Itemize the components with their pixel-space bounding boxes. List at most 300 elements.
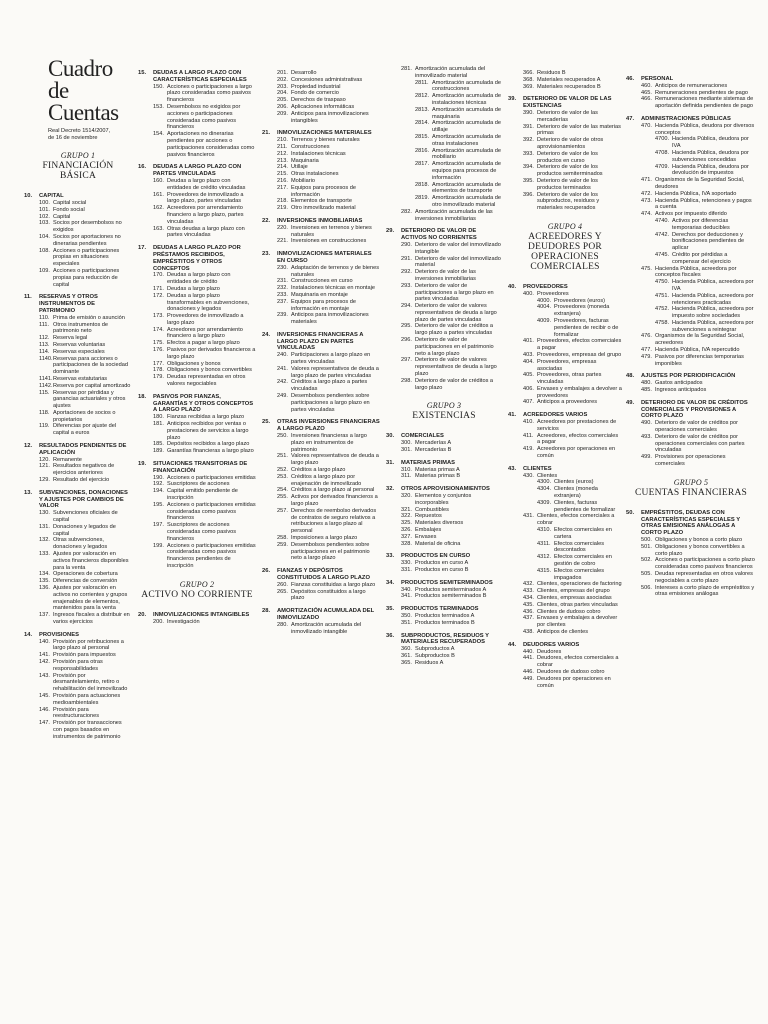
account-row (262, 111, 380, 125)
subaccount-row (626, 279, 756, 293)
account-row (24, 234, 132, 248)
account-label: Concesiones administrativas (291, 76, 363, 83)
group-title: ACTIVO NO CORRIENTE (141, 589, 253, 600)
account-code: 501. (641, 543, 652, 550)
account-label: Reservas estatutarias (53, 375, 108, 382)
account-code: 153. (153, 103, 164, 110)
account-row (508, 77, 622, 84)
account-code: 430. (523, 472, 534, 479)
account-code: 135. (39, 578, 50, 585)
account-row (386, 440, 502, 447)
account-label: Productos terminados B (415, 619, 475, 626)
account-label: INMOVILIZACIONES MATERIALES (277, 130, 372, 137)
account-row (386, 378, 502, 392)
account-label: Acciones o participaciones a corto plazo consideradas como pasivos financieros (655, 557, 755, 571)
account-row (386, 303, 502, 323)
account-label: Maquinaria en montaje (291, 291, 348, 298)
group-heading (24, 151, 132, 181)
account-label: Remuneraciones pendientes de pago (655, 89, 748, 96)
section-heading (508, 466, 622, 473)
account-code: 341. (401, 593, 412, 600)
account-row (24, 693, 132, 707)
account-label: Otro inmovilizado material (291, 205, 356, 212)
subaccount-row (508, 486, 622, 500)
account-label: Efectos comerciales impagados (554, 567, 605, 581)
account-row (262, 352, 380, 366)
account-label: Material de oficina (415, 540, 461, 547)
account-code: 369. (523, 83, 534, 90)
account-label: OTRAS INVERSIONES FINANCIERAS A LARGO PLAZO (277, 419, 380, 433)
account-label: Deterioro de valor de créditos a largo plazo (415, 377, 494, 391)
account-code: 11. (24, 294, 32, 301)
account-row (508, 399, 622, 406)
account-code: 43. (508, 465, 517, 472)
account-label: Amortización acumulada del inmovilizado intangible (291, 621, 362, 635)
account-code: 320. (401, 493, 412, 500)
account-code: 505. (641, 571, 652, 577)
account-code: 477. (641, 347, 652, 354)
account-label: Amortización acumulada de utillaje (432, 120, 502, 134)
account-row (626, 380, 756, 387)
account-row (24, 376, 132, 383)
account-code: 206. (277, 103, 288, 110)
section-heading (626, 116, 756, 123)
account-row (138, 84, 256, 104)
account-code: 173. (153, 313, 164, 320)
account-row (508, 609, 622, 616)
account-label: Aportaciones no dinerarias pendientes por acciones o participaciones consideradas como pasivos financieros (167, 131, 255, 158)
account-row (24, 322, 132, 336)
account-code: 340. (401, 586, 412, 593)
account-code: 199. (153, 542, 164, 549)
account-row (626, 544, 756, 558)
account-code: 39. (508, 96, 517, 103)
account-code: 2814. (415, 120, 429, 127)
account-row (138, 340, 256, 347)
account-code: 2817. (415, 161, 429, 168)
account-row (138, 522, 256, 542)
account-label: Créditos a largo plazo a partes vinculadas (291, 379, 368, 393)
account-code: 480. (641, 380, 652, 387)
account-label: Reserva legal (53, 335, 88, 342)
account-code: 215. (277, 171, 288, 178)
account-code: 411. (523, 432, 534, 439)
account-row (262, 535, 380, 542)
account-code: 473. (641, 197, 652, 204)
account-row (626, 347, 756, 354)
account-label: PROVEEDORES (523, 283, 568, 290)
account-code: 17. (138, 245, 147, 252)
account-code: 297. (401, 357, 412, 364)
account-label: Activos por derivados financieros a largo plazo (291, 494, 378, 508)
account-label: Deudas a largo plazo (167, 285, 220, 292)
account-code: 4004. (537, 304, 551, 311)
account-label: Socios por aportaciones no dinerarias pendientes (53, 233, 121, 247)
account-label: Desembolsos no exigidos por acciones o participaciones consideradas como pasivos financieros (167, 103, 241, 131)
account-label: Materiales recuperados B (537, 83, 601, 90)
account-row (508, 84, 622, 91)
account-label: Amortización acumulada de construcciones (432, 79, 502, 93)
account-label: Proveedores (euros) (554, 297, 605, 304)
account-label: Capital emitido pendiente de inscripción (167, 488, 238, 502)
account-label: Productos semiterminados B (415, 593, 487, 600)
account-row (386, 323, 502, 337)
account-code: 295. (401, 323, 412, 330)
account-label: Deterioro de valor de valores representativos de deuda a largo plazo de partes vinculadas (415, 303, 497, 323)
account-code: 249. (277, 393, 288, 400)
account-code: 435. (523, 601, 534, 608)
account-label: Proveedores, efectos comerciales a pagar (537, 338, 622, 352)
account-label: Obligaciones y bonos convertibles (167, 367, 252, 374)
account-code: 472. (641, 190, 652, 197)
account-code: 131. (39, 523, 50, 530)
account-row (24, 268, 132, 288)
account-row (262, 164, 380, 171)
account-row (508, 386, 622, 400)
account-label: Reservas voluntarias (53, 341, 106, 348)
account-row (262, 285, 380, 292)
account-label: Amortización acumulada de mobiliario (432, 147, 502, 161)
account-label: Instalaciones técnicas en montaje (291, 285, 375, 292)
account-label: INMOVILIZACIONES INTANGIBLES (153, 611, 250, 618)
account-code: 471. (641, 177, 652, 184)
subaccount-row (626, 218, 756, 232)
account-label: Provisión para actuaciones medioambientales (53, 692, 121, 706)
account-code: 280. (277, 621, 288, 628)
account-label: Adaptación de terrenos y de bienes naturales (291, 264, 380, 278)
account-label: Deudas a largo plazo con entidades de crédito (167, 272, 231, 286)
subaccount-row (626, 252, 756, 266)
account-label: Desembolsos pendientes sobre participaciones en el patrimonio neto a largo plazo (291, 541, 370, 562)
column-6-accounts (626, 76, 756, 598)
section-heading (386, 433, 502, 440)
account-code: 145. (39, 692, 50, 699)
account-row (626, 537, 756, 544)
account-label: Hacienda Pública, acreedora por impuesto sobre sociedades (672, 306, 754, 320)
column-5-accounts (508, 70, 622, 689)
section-heading (262, 608, 380, 622)
subaccount-row (386, 120, 502, 134)
account-label: Provisión para otras responsabilidades (53, 658, 103, 672)
account-row (24, 477, 132, 484)
account-row (24, 707, 132, 721)
account-row (626, 454, 756, 468)
account-code: 15. (138, 70, 147, 76)
account-row (262, 238, 380, 245)
account-label: Hacienda Pública, deudora por diversos conceptos (655, 122, 755, 136)
account-label: Provisión por transacciones con pagos basados en instrumentos de patrimonio (53, 720, 122, 740)
account-label: Proveedores, empresas asociadas (537, 358, 597, 372)
section-heading (508, 96, 622, 110)
account-code: 4310. (537, 527, 551, 534)
account-code: 47. (626, 115, 635, 122)
account-row (508, 629, 622, 636)
account-row (386, 520, 502, 527)
account-code: 220. (277, 224, 288, 231)
account-row (386, 567, 502, 574)
account-label: Depósitos recibidos a largo plazo (167, 441, 250, 448)
account-code: 4309. (537, 499, 551, 506)
account-label: Deterioro de valor de las inversiones inmobiliarias (415, 269, 476, 282)
account-row (626, 83, 756, 90)
account-label: DETERIORO DE VALOR DE CRÉDITOS COMERCIALES Y PROVISIONES A CORTO PLAZO (641, 399, 748, 420)
page-title (48, 58, 132, 124)
section-heading (24, 490, 132, 510)
account-code: 14. (24, 631, 33, 638)
account-code: 113. (39, 341, 50, 348)
account-label: Capital social (53, 199, 87, 206)
account-label: Amortización acumulada de otras instalaciones (432, 133, 502, 147)
account-label: INVERSIONES FINANCIERAS A LARGO PLAZO EN PARTES VINCULADAS (277, 331, 364, 352)
account-row (626, 434, 756, 454)
account-label: Efectos comerciales en cartera (554, 527, 612, 540)
account-code: 170. (153, 272, 164, 279)
account-label: Clientes (euros) (554, 479, 594, 486)
account-code: 217. (277, 184, 288, 191)
account-label: Acciones o participaciones emitidas consideradas como pasivos financieros pendientes de inscripción (167, 542, 256, 569)
account-label: Efectos comerciales en gestión de cobro (554, 554, 612, 568)
account-code: 120. (39, 456, 50, 463)
account-code: 260. (277, 581, 288, 588)
account-label: Reservas especiales (53, 348, 105, 355)
account-row (24, 639, 132, 653)
account-label: DEUDAS A LARGO PLAZO CON CARACTERÍSTICAS ESPECIALES (153, 70, 247, 83)
account-row (138, 619, 256, 626)
account-row (508, 372, 622, 386)
account-label: Repuestos (415, 513, 442, 520)
account-code: 32. (386, 486, 395, 493)
account-label: Proveedores (moneda extranjera) (554, 304, 610, 318)
account-label: Fondo social (53, 206, 85, 213)
account-label: Construcciones en curso (291, 278, 353, 285)
subaccount-row (626, 150, 756, 164)
account-label: RESERVAS Y OTROS INSTRUMENTOS DE PATRIMONIO (39, 294, 98, 314)
account-code: 321. (401, 506, 412, 513)
account-code: 175. (153, 340, 164, 347)
account-row (138, 178, 256, 192)
account-label: PERSONAL (641, 76, 674, 82)
account-label: Mobiliario (291, 177, 315, 184)
account-label: PRODUCTOS TERMINADOS (401, 606, 479, 613)
account-label: Efectos a pagar a largo plazo (167, 340, 240, 347)
account-code: 195. (153, 501, 164, 508)
account-label: SUBVENCIONES, DONACIONES Y AJUSTES POR CAMBIOS DE VALOR (39, 489, 128, 510)
account-row (508, 655, 622, 669)
account-code: 325. (401, 520, 412, 527)
account-row (508, 588, 622, 595)
account-label: Crédito por pérdidas a compensar del ejercicio (672, 251, 731, 265)
account-label: Deudas a largo plazo transformables en subvenciones, donaciones y legados (167, 292, 250, 313)
account-label: Deterioro de valor del inmovilizado intangible (415, 241, 501, 255)
subaccount-row (508, 318, 622, 338)
account-label: PROVISIONES (39, 631, 79, 638)
account-code: 2818. (415, 181, 429, 188)
account-code: 30. (386, 433, 395, 440)
account-label: Valores representativos de deuda a largo plazo (291, 453, 379, 467)
account-row (508, 352, 622, 359)
decree-line-1: Real Decreto 1514/2007, (48, 128, 111, 134)
section-heading (626, 400, 756, 420)
account-label: Clientes (537, 472, 558, 479)
account-row (262, 582, 380, 589)
account-code: 237. (277, 298, 288, 305)
account-label: Investigación (167, 618, 200, 625)
account-code: 202. (277, 76, 288, 83)
section-heading (386, 486, 502, 493)
section-heading (626, 510, 756, 537)
account-label: Equipos para procesos de información (291, 184, 356, 198)
account-code: 190. (153, 474, 164, 481)
account-label: Derechos por deducciones y bonificaciones pendientes de aplicar (672, 231, 745, 252)
account-label: PRODUCTOS SEMITERMINADOS (401, 579, 493, 586)
account-label: Resultados negativos de ejercicios anteriores (53, 463, 115, 477)
account-code: 50. (626, 509, 635, 516)
account-label: INMOVILIZACIONES MATERIALES EN CURSO (277, 251, 372, 264)
subaccount-row (386, 182, 502, 196)
account-code: 470. (641, 122, 652, 129)
subaccount-row (386, 107, 502, 121)
account-label: Obligaciones y bonos (167, 360, 221, 367)
account-label: Suscriptores de acciones consideradas como pasivos financieros (167, 522, 237, 542)
group-title: CUENTAS FINANCIERAS (634, 487, 748, 498)
account-label: Organismos de la Seguridad Social, acreedores (655, 333, 745, 347)
account-label: Subproductos B (415, 652, 455, 659)
section-heading (386, 553, 502, 560)
account-row (24, 510, 132, 524)
account-row (262, 185, 380, 199)
account-code: 251. (277, 453, 288, 460)
account-row (138, 272, 256, 286)
account-code: 150. (153, 83, 164, 90)
account-row (138, 286, 256, 293)
account-label: Deudores, efectos comerciales a cobrar (537, 655, 619, 669)
account-code: 146. (39, 706, 50, 713)
account-row (386, 653, 502, 660)
account-code: 1140. (39, 355, 53, 362)
account-row (24, 463, 132, 477)
account-code: 24. (262, 331, 271, 338)
account-code: 4315. (537, 567, 551, 574)
account-row (386, 209, 502, 223)
account-code: 29. (386, 228, 395, 235)
account-code: 254. (277, 487, 288, 494)
account-row (138, 441, 256, 448)
account-code: 331. (401, 567, 412, 573)
account-label: Otros instrumentos de patrimonio neto (53, 321, 109, 335)
account-code: 16. (138, 164, 147, 171)
account-label: Acreedores por arrendamiento financiero a largo plazo, partes vinculadas (167, 205, 244, 225)
account-label: Deterioro de valor de los productos semiterminados (537, 164, 603, 178)
account-code: 25. (262, 419, 271, 426)
account-label: Operaciones de cobertura (53, 571, 118, 578)
account-label: Capital (53, 213, 71, 220)
account-code: 161. (153, 191, 164, 198)
account-code: 366. (523, 70, 534, 76)
account-label: Otras deudas a largo plazo con partes vinculadas (167, 225, 245, 239)
account-code: 172. (153, 292, 164, 299)
account-label: Anticipos de remuneraciones (655, 82, 728, 89)
account-code: 4740. (655, 217, 669, 224)
account-code: 310. (401, 466, 412, 473)
account-label: Inversiones en construcciones (291, 238, 367, 245)
account-code: 326. (401, 527, 412, 534)
account-label: Deudores de dudoso cobro (537, 668, 605, 675)
section-heading (138, 461, 256, 475)
section-heading (386, 606, 502, 613)
account-code: 4700. (655, 136, 669, 143)
account-code: 26. (262, 568, 271, 575)
account-code: 31. (386, 459, 395, 466)
account-code: 176. (153, 347, 164, 354)
account-code: 293. (401, 282, 412, 289)
account-code: 219. (277, 205, 288, 212)
account-row (626, 211, 756, 218)
account-row (626, 333, 756, 347)
account-row (262, 508, 380, 535)
account-label: Hacienda Pública, retenciones y pagos a cuenta (655, 197, 752, 211)
account-label: Organismos de la Seguridad Social, deudores (655, 177, 745, 190)
account-code: 212. (277, 150, 288, 157)
account-code: 395. (523, 177, 534, 184)
account-code: 197. (153, 522, 164, 529)
subaccount-row (626, 306, 756, 320)
account-row (386, 66, 502, 80)
account-label: Inversiones financieras a largo plazo en instrumentos de patrimonio (291, 433, 367, 453)
account-row (262, 433, 380, 453)
account-label: Clientes, operaciones de factoring (537, 581, 622, 588)
account-row (262, 158, 380, 165)
account-label: Fianzas constituidas a largo plazo (291, 581, 376, 588)
account-row (386, 337, 502, 357)
account-code: 114. (39, 348, 50, 355)
account-code: 112. (39, 335, 50, 342)
account-code: 431. (523, 513, 534, 520)
account-label: Reserva por capital amortizado (53, 382, 131, 389)
account-label: Activos por impuesto diferido (655, 211, 727, 218)
account-label: Deudores (537, 648, 562, 655)
account-row (24, 200, 132, 207)
account-code: 4311. (537, 540, 551, 547)
account-label: Residuos B (537, 70, 566, 76)
account-row (138, 374, 256, 388)
account-label: Deudores por operaciones en común (537, 675, 611, 689)
account-code: 22. (262, 217, 271, 224)
account-code: 368. (523, 76, 534, 83)
account-row (386, 269, 502, 283)
account-row (138, 226, 256, 240)
account-label: Hacienda Pública, IVA repercutido (655, 347, 740, 354)
subaccount-row (508, 568, 622, 582)
account-label: Diferencias por ajuste del capital a euros (53, 423, 117, 437)
account-label: DEUDORES VARIOS (523, 641, 580, 648)
account-row (626, 198, 756, 212)
account-label: DETERIORO DE VALOR DE LAS EXISTENCIAS (523, 96, 612, 110)
account-code: 204. (277, 90, 288, 97)
account-label: Deterioro de valor de créditos por operaciones comerciales (655, 420, 739, 434)
account-row (386, 357, 502, 377)
account-code: 201. (277, 70, 288, 76)
section-heading (24, 294, 132, 314)
account-code: 392. (523, 137, 534, 144)
account-label: Materiales diversos (415, 520, 464, 527)
account-code: 111. (39, 321, 50, 328)
account-row (626, 266, 756, 280)
account-code: 205. (277, 97, 288, 104)
account-row (24, 220, 132, 234)
account-code: 213. (277, 157, 288, 164)
account-label: Materiales recuperados A (537, 76, 601, 83)
column-1-accounts (24, 151, 132, 740)
